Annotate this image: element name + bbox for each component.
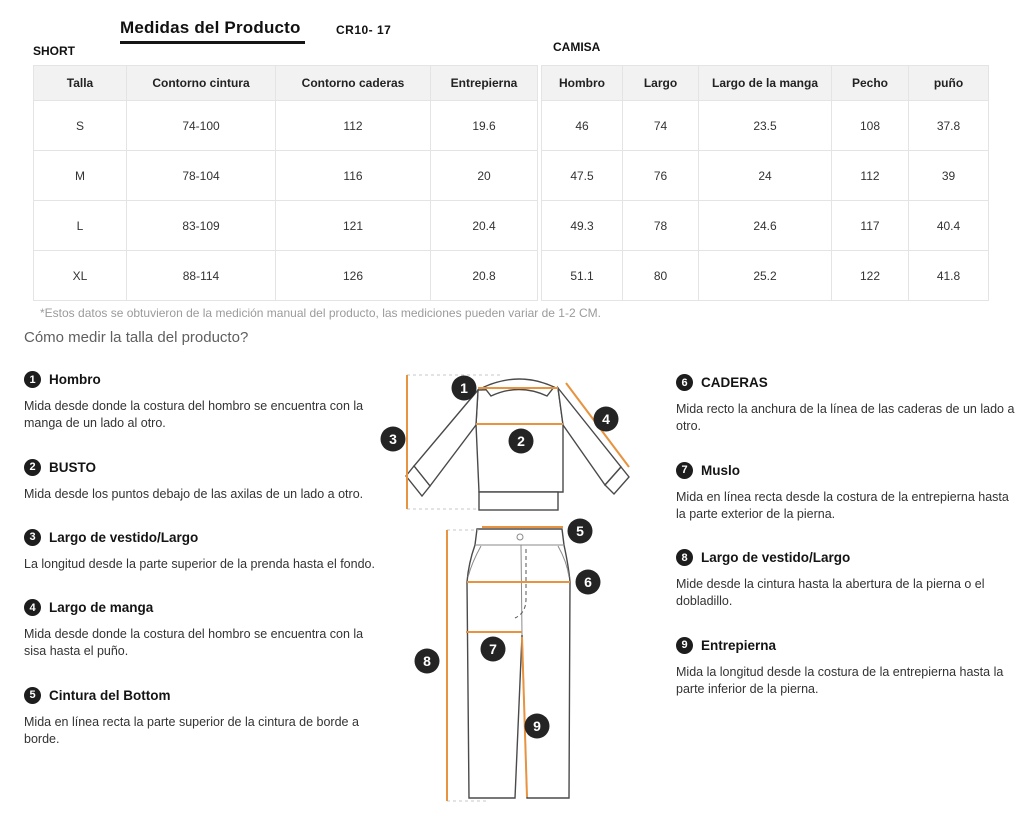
- column-header: Largo: [623, 66, 699, 101]
- table-cell: 116: [276, 151, 431, 201]
- table-cell: 25.2: [699, 251, 832, 301]
- table-cell: M: [34, 151, 127, 201]
- instruction-heading: [24, 599, 386, 616]
- instruction-title: Cintura del Bottom: [49, 687, 171, 703]
- instruction-description: Mida recto la anchura de la línea de las caderas de un lado a otro.: [676, 402, 1015, 434]
- column-header: Contorno cintura: [127, 66, 276, 101]
- table-row: [34, 201, 538, 251]
- number-badge: 1: [24, 371, 41, 388]
- svg-text:2: 2: [517, 433, 525, 449]
- instruction-title: Largo de vestido/Largo: [49, 529, 199, 545]
- diagram-marker-7: [481, 637, 506, 662]
- instruction-heading: [24, 687, 386, 704]
- number-badge: 3: [24, 529, 41, 546]
- table-cell: 19.6: [431, 101, 538, 151]
- instruction-description: Mide desde la cintura hasta la abertura de la pierna o el dobladillo.: [676, 577, 985, 609]
- instruction-title: Muslo: [701, 462, 740, 478]
- svg-text:9: 9: [533, 718, 541, 734]
- table-cell: S: [34, 101, 127, 151]
- measurement-disclaimer: *Estos datos se obtuvieron de la medición manual del producto, las mediciones pueden variar de 1-2 CM.: [40, 306, 601, 320]
- table-cell: 121: [276, 201, 431, 251]
- svg-text:7: 7: [489, 641, 497, 657]
- diagram-marker-1: [452, 376, 477, 401]
- table-cell: XL: [34, 251, 127, 301]
- instruction-heading: [24, 459, 386, 476]
- instruction-title: BUSTO: [49, 459, 97, 475]
- diagram-marker-5: [568, 519, 593, 544]
- instruction-heading: [676, 549, 1015, 566]
- diagram-marker-4: [594, 407, 619, 432]
- column-header: Largo de la manga: [699, 66, 832, 101]
- column-header: Hombro: [542, 66, 623, 101]
- table-cell: 20: [431, 151, 538, 201]
- instruction-heading: [24, 529, 386, 546]
- camisa-table-label: CAMISA: [553, 40, 601, 54]
- table-row: [542, 101, 989, 151]
- table-row: [542, 151, 989, 201]
- page-title: Medidas del Producto: [120, 18, 305, 44]
- table-cell: L: [34, 201, 127, 251]
- table-row: [34, 151, 538, 201]
- table-header-row: [34, 66, 538, 101]
- table-cell: 78-104: [127, 151, 276, 201]
- table-row: [542, 251, 989, 301]
- table-cell: 74: [623, 101, 699, 151]
- svg-text:1: 1: [460, 380, 468, 396]
- column-header: Pecho: [832, 66, 909, 101]
- table-cell: 108: [832, 101, 909, 151]
- diagram-marker-6: [576, 570, 601, 595]
- column-header: Entrepierna: [431, 66, 538, 101]
- instruction-hombro: [24, 371, 386, 433]
- number-badge: 9: [676, 637, 693, 654]
- column-header: Talla: [34, 66, 127, 101]
- instruction-description: Mida desde donde la costura del hombro se encuentra con la manga de un lado al otro.: [24, 399, 364, 431]
- table-cell: 126: [276, 251, 431, 301]
- pants-illustration: [467, 529, 570, 798]
- instructions-right-column: [676, 374, 1015, 724]
- table-cell: 20.8: [431, 251, 538, 301]
- instruction-cintura-bottom: [24, 687, 386, 749]
- instruction-title: Largo de vestido/Largo: [701, 550, 851, 565]
- number-badge: 6: [676, 374, 693, 391]
- number-badge: 4: [24, 599, 41, 616]
- svg-text:6: 6: [584, 574, 592, 590]
- number-badge: 2: [24, 459, 41, 476]
- instruction-description: Mida desde donde la costura del hombro se encuentra con la sisa hasta el puño.: [24, 627, 364, 659]
- column-header: puño: [909, 66, 989, 101]
- product-code: CR10- 17: [336, 23, 392, 37]
- instruction-caderas: [676, 374, 1015, 436]
- table-cell: 122: [832, 251, 909, 301]
- instruction-description: Mida desde los puntos debajo de las axilas de un lado a otro.: [24, 486, 364, 501]
- instruction-description: La longitud desde la parte superior de la prenda hasta el fondo.: [24, 556, 375, 571]
- instruction-largo-vestido-bottom: [676, 549, 1015, 611]
- instruction-busto: [24, 459, 386, 503]
- instruction-largo-manga: [24, 599, 386, 661]
- instruction-title: Hombro: [49, 372, 101, 387]
- svg-text:3: 3: [389, 431, 397, 447]
- table-cell: 47.5: [542, 151, 623, 201]
- instructions-left-column: [24, 371, 386, 774]
- table-cell: 112: [832, 151, 909, 201]
- table-row: [34, 251, 538, 301]
- instruction-heading: [676, 374, 1015, 391]
- table-row: [34, 101, 538, 151]
- table-cell: 49.3: [542, 201, 623, 251]
- table-cell: 46: [542, 101, 623, 151]
- table-cell: 24.6: [699, 201, 832, 251]
- short-table-label: SHORT: [33, 44, 75, 58]
- table-cell: 88-114: [127, 251, 276, 301]
- svg-text:4: 4: [602, 411, 610, 427]
- table-cell: 74-100: [127, 101, 276, 151]
- instruction-entrepierna: [676, 637, 1015, 699]
- instruction-description: Mida en línea recta desde la costura de la entrepierna hasta la parte exterior de la pierna.: [676, 489, 1009, 521]
- table-cell: 20.4: [431, 201, 538, 251]
- camisa-size-table: [541, 65, 989, 301]
- svg-text:5: 5: [576, 523, 584, 539]
- table-cell: 78: [623, 201, 699, 251]
- instruction-title: CADERAS: [701, 375, 768, 390]
- svg-text:8: 8: [423, 653, 431, 669]
- table-row: [542, 201, 989, 251]
- table-cell: 23.5: [699, 101, 832, 151]
- instruction-heading: [24, 371, 386, 388]
- instruction-heading: [676, 637, 1015, 654]
- instruction-largo-vestido: [24, 529, 386, 573]
- instruction-muslo: [676, 462, 1015, 524]
- table-header-row: [542, 66, 989, 101]
- number-badge: 5: [24, 687, 41, 704]
- howto-section-title: Cómo medir la talla del producto?: [24, 329, 249, 346]
- instruction-title: Largo de manga: [49, 600, 154, 615]
- table-cell: 40.4: [909, 201, 989, 251]
- number-badge: 7: [676, 462, 693, 479]
- table-cell: 51.1: [542, 251, 623, 301]
- short-size-table: [33, 65, 538, 301]
- table-cell: 80: [623, 251, 699, 301]
- table-cell: 83-109: [127, 201, 276, 251]
- column-header: Contorno caderas: [276, 66, 431, 101]
- table-cell: 117: [832, 201, 909, 251]
- instruction-heading: [676, 462, 1015, 479]
- number-badge: 8: [676, 549, 693, 566]
- table-cell: 76: [623, 151, 699, 201]
- table-cell: 37.8: [909, 101, 989, 151]
- instruction-title: Entrepierna: [701, 637, 777, 653]
- diagram-marker-8: [415, 649, 440, 674]
- table-cell: 41.8: [909, 251, 989, 301]
- diagram-marker-3: [381, 427, 406, 452]
- diagram-marker-9: [525, 714, 550, 739]
- instruction-description: Mida la longitud desde la costura de la entrepierna hasta la parte inferior de la pierna.: [676, 664, 1004, 696]
- table-cell: 112: [276, 101, 431, 151]
- size-diagram-svg: [380, 355, 670, 810]
- diagram-marker-2: [509, 429, 534, 454]
- table-cell: 39: [909, 151, 989, 201]
- table-cell: 24: [699, 151, 832, 201]
- instruction-description: Mida en línea recta la parte superior de la cintura de borde a borde.: [24, 714, 359, 746]
